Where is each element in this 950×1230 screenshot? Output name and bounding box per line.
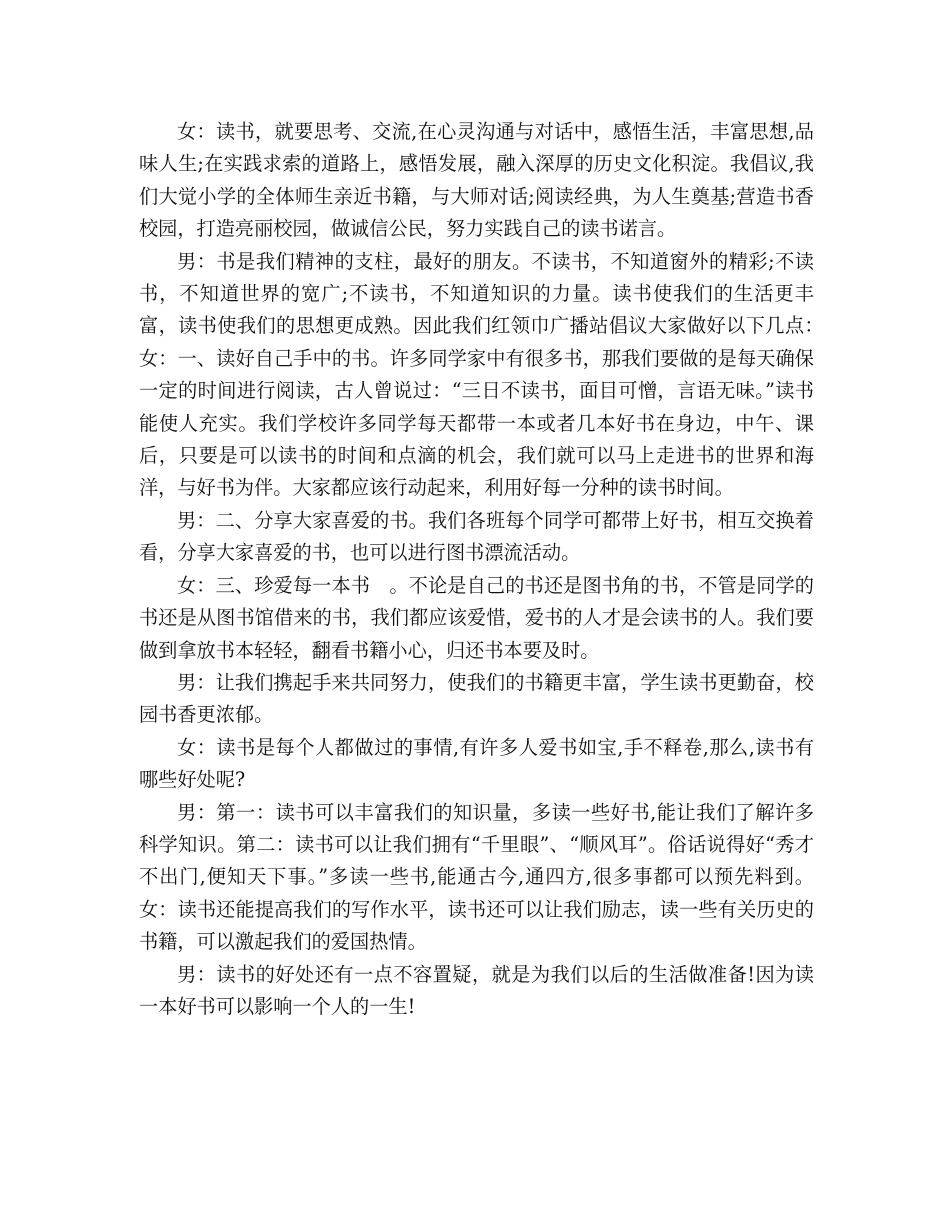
paragraph-4: 女：三、珍爱每一本书 。不论是自己的书还是图书角的书，不管是同学的书还是从图书馆借来的书，我们都应该爱惜，爱书的人才是会读书的人。我们要做到拿放书本轻轻，翻看书籍小心，归还书本要及时。 [139,573,814,662]
paragraph-6: 女：读书是每个人都做过的事情,有许多人爱书如宝,手不释卷,那么,读书有哪些好处呢? [139,735,814,792]
paragraph-7: 男：第一：读书可以丰富我们的知识量，多读一些好书,能让我们了解许多科学知识。第二：读书可以让我们拥有“千里眼”、“顺风耳”。俗话说得好“秀才不出门,便知天下事。”多读一些书,能通古今,通四方,很多事都可以预先料到。女：读书还能提高我们的写作水平，读书还可以让我们励志，读一些有关历史的书籍，可以激起我们的爱国热情。 [139,800,814,954]
paragraph-1: 女：读书，就要思考、交流,在心灵沟通与对话中，感悟生活，丰富思想,品味人生;在实践求索的道路上，感悟发展，融入深厚的历史文化积淀。我倡议,我们大觉小学的全体师生亲近书籍，与大师对话;阅读经典，为人生奠基;营造书香校园，打造亮丽校园，做诚信公民，努力实践自己的读书诺言。 [139,120,814,241]
paragraph-8: 男：读书的好处还有一点不容置疑，就是为我们以后的生活做准备!因为读一本好书可以影响一个人的一生! [139,962,814,1018]
paragraph-3: 男：二、分享大家喜爱的书。我们各班每个同学可都带上好书，相互交换着看，分享大家喜爱的书，也可以进行图书漂流活动。 [139,508,814,565]
paragraph-2: 男：书是我们精神的支柱，最好的朋友。不读书，不知道窗外的精彩;不读书，不知道世界的宽广;不读书，不知道知识的力量。读书使我们的生活更丰富，读书使我们的思想更成熟。因此我们红领巾广播站倡议大家做好以下几点： 女：一、读好自己手中的书。许多同学家中有很多书，那我们要做的是每天确保一定的时间进行阅读，古人曾说过：“三日不读书，面目可憎，言语无味。”读书能使人充实。我们学校许多同学每天都带一本或者几本好书在身边，中午、课后，只要是可以读书的时间和点滴的机会，我们就可以马上走进书的世界和海洋，与好书为伴。大家都应该行动起来，利用好每一分种的读书时间。 [139,249,834,500]
paragraph-5: 男：让我们携起手来共同努力，使我们的书籍更丰富，学生读书更勤奋，校园书香更浓郁。 [139,670,814,727]
